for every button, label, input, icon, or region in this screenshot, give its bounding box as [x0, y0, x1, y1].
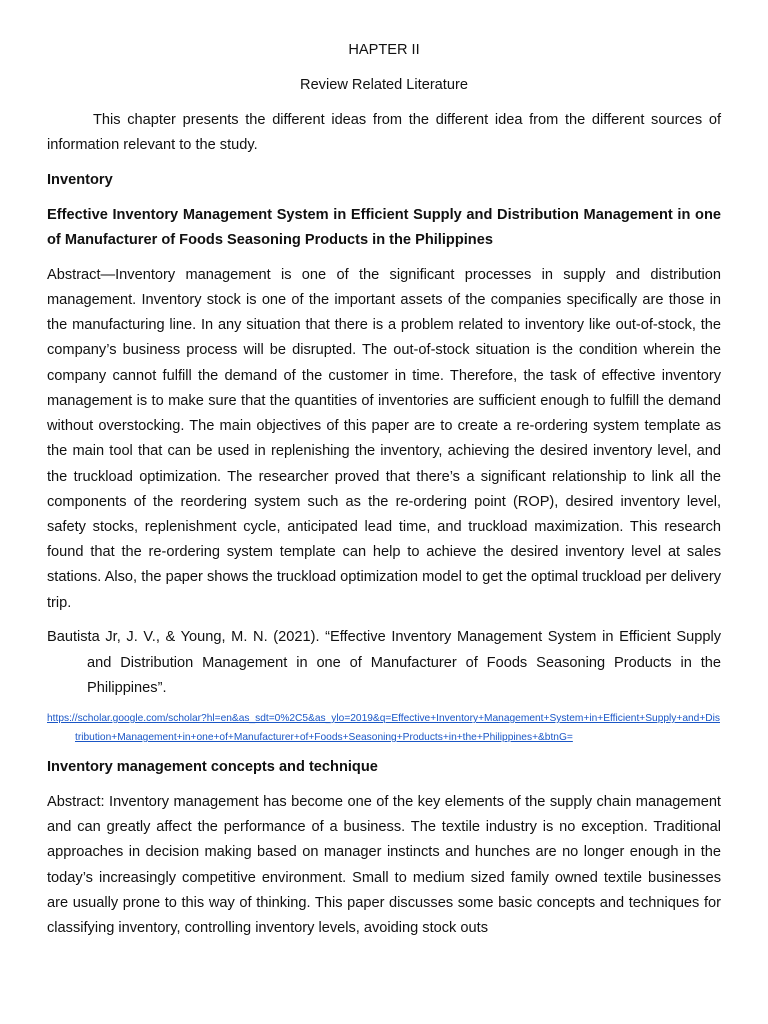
article1-title: Effective Inventory Management System in Efficient Supply and Distribution Management in one of Manufacturer of Foods Seasoning Products in the Philippines: [47, 206, 721, 248]
article1-abstract: Abstract—Inventory management is one of the significant processes in supply and distribution management. Inventory stock is one of the important assets of the companies specifically are those in the manufacturing line. In any situation that there is a problem related to inventory like out-of-stock, the company’s business process will be disrupted. The out-of-stock situation is the condition wherein the company cannot fulfill the demand of the customer in time. Therefore, the task of effective inventory management is to make sure that the quantities of inventories are sufficient enough to fulfill the demand without overstocking. The main objectives of this paper are to create a re-ordering system template as the main tool that can be used in replenishing the inventory, achieving the desired inventory level, and the truckload optimization. The researcher proved that there’s a significant relationship to link all the components of the reordering system such as the re-ordering point (ROP), desired inventory level, safety stocks, replenishment cycle, anticipated lead time, and truckload maximization. This research found that the re-ordering system template can help to achieve the desired inventory level at sales stations. Also, the paper shows the truckload optimization model to get the optimal truckload per delivery trip.: [47, 266, 721, 611]
article2-abstract: Abstract: Inventory management has become one of the key elements of the supply chain management and can greatly affect the performance of a business. The textile industry is no exception. Traditional approaches in decision making based on manager instincts and hunches are no longer enough in the today’s increasingly competitive environment. Small to medium sized family owned textile businesses are usually prone to this way of thinking. This paper discusses some basic concepts and techniques for classifying inventory, controlling inventory levels, avoiding stock outs: [47, 793, 721, 936]
intro-paragraph: This chapter presents the different ideas from the different idea from the different sources of information relevant to the study.: [47, 111, 721, 153]
article1-url-link[interactable]: https://scholar.google.com/scholar?hl=en&as_sdt=0%2C5&as_ylo=2019&q=Effective+Inventory+Management+System+in+Efficient+Supply+and+Distribution+Management+in+one+of+Manufacturer+of+Foods+Seasoning+Products+in+the+Philippines+&btnG=: [47, 713, 720, 744]
article2-title: Inventory management concepts and technique: [47, 759, 378, 776]
article1-citation: Bautista Jr, J. V., & Young, M. N. (2021). “Effective Inventory Management System in Efficient Supply and Distribution Management in one of Manufacturer of Foods Seasoning Products in the Philippines”.: [47, 629, 721, 696]
chapter-subtitle: Review Related Literature: [300, 76, 468, 93]
section-heading: Inventory: [47, 171, 113, 188]
document-page: [47, 38, 721, 951]
chapter-title: HAPTER II: [348, 42, 420, 58]
